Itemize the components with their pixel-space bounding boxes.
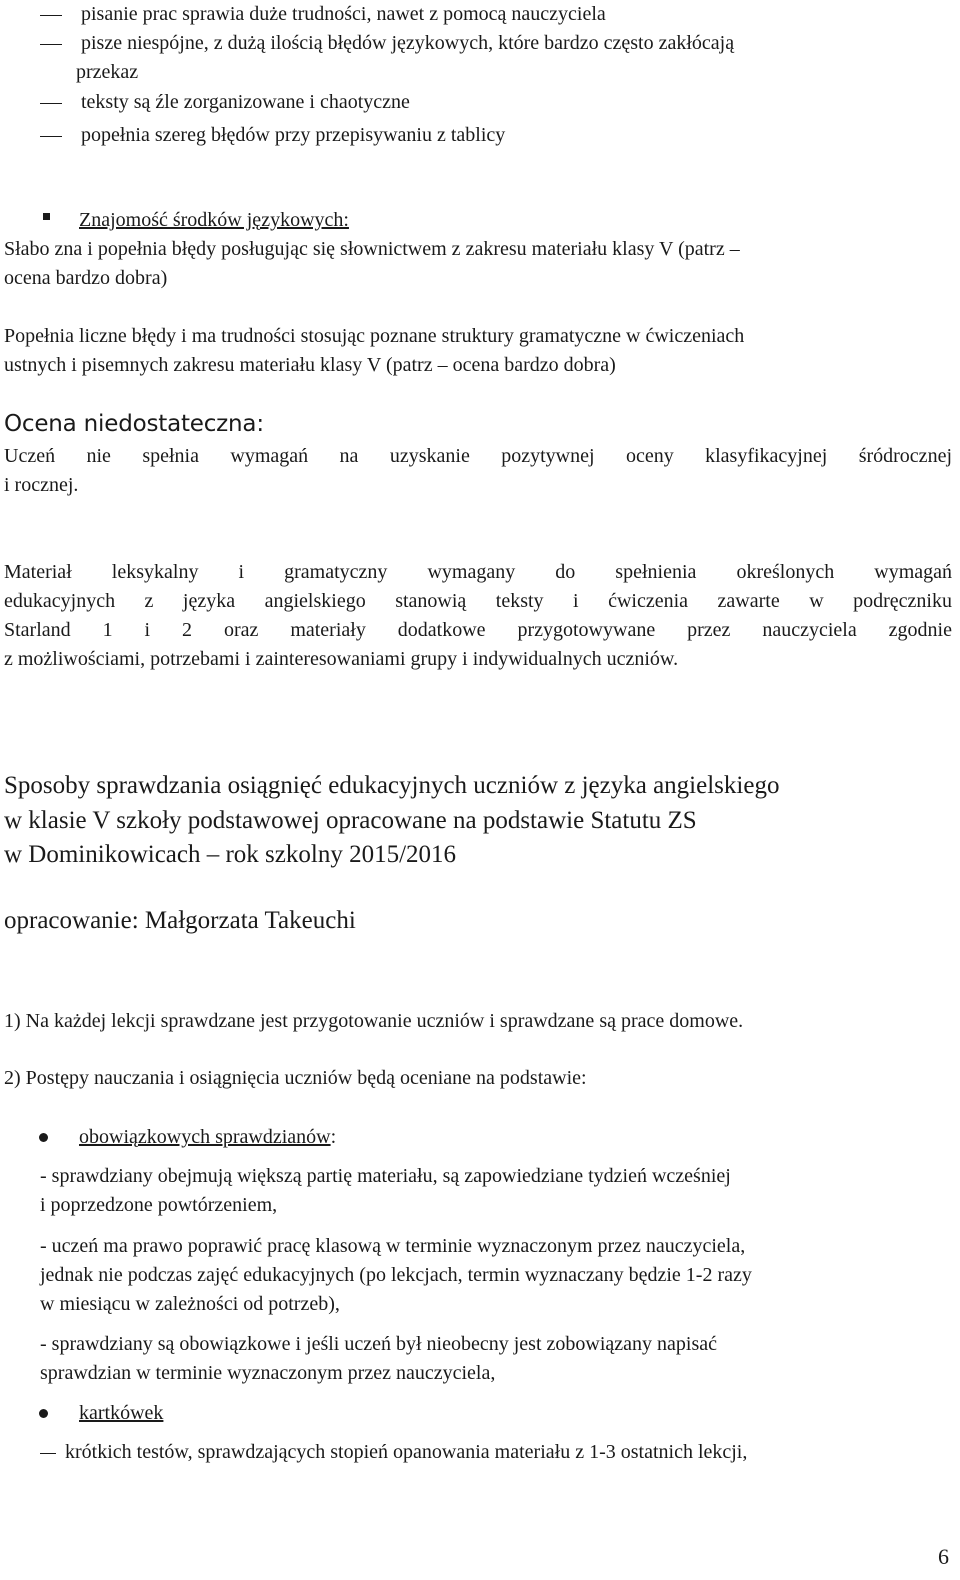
square-bullet-icon: [43, 213, 50, 220]
bullet-item: kartkówek: [79, 1402, 164, 1424]
list-item: pisanie prac sprawia duże trudności, nawet z pomocą nauczyciela: [40, 3, 606, 25]
list-item: krótkich testów, sprawdzających stopień opanowania materiału z 1-3 ostatnich lekcji,: [40, 1441, 747, 1463]
list-item: teksty są źle zorganizowane i chaotyczne: [40, 91, 410, 113]
paragraph-line: - sprawdziany obejmują większą partię materiału, są zapowiedziane tydzień wcześniej: [40, 1165, 731, 1187]
list-item-continuation: przekaz: [76, 61, 139, 83]
paragraph-line: Starland 1 i 2 oraz materiały dodatkowe przygotowywane przez nauczyciela zgodnie: [4, 619, 952, 641]
paragraph-line: w miesiącu w zależności od potrzeb),: [40, 1293, 340, 1315]
page-number: 6: [938, 1544, 949, 1569]
paragraph-line: Słabo zna i popełnia błędy posługując się słownictwem z zakresu materiału klasy V (patrz –: [4, 238, 740, 260]
bullet-item: obowiązkowych sprawdzianów:: [79, 1126, 337, 1148]
round-bullet-icon: [39, 1133, 48, 1142]
paragraph-line: - sprawdziany są obowiązkowe i jeśli uczeń był nieobecny jest zobowiązany napisać: [40, 1333, 717, 1355]
section-heading: Znajomość środków językowych:: [79, 209, 349, 231]
document-title-line: w klasie V szkoły podstawowej opracowane na podstawie Statutu ZS: [4, 807, 697, 834]
dash-icon: [40, 103, 62, 104]
paragraph-line: jednak nie podczas zajęć edukacyjnych (po lekcjach, termin wyznaczany będzie 1-2 razy: [40, 1264, 752, 1286]
list-item: popełnia szereg błędów przy przepisywaniu z tablicy: [40, 124, 505, 146]
paragraph-line: ocena bardzo dobra): [4, 267, 168, 289]
paragraph-line: ustnych i pisemnych zakresu materiału klasy V (patrz – ocena bardzo dobra): [4, 354, 616, 376]
document-title-line: w Dominikowicach – rok szkolny 2015/2016: [4, 841, 457, 868]
paragraph-line: i rocznej.: [4, 474, 79, 496]
round-bullet-icon: [39, 1409, 48, 1418]
dash-icon: [40, 44, 62, 45]
rule-item: 2) Postępy nauczania i osiągnięcia uczniów będą oceniane na podstawie:: [4, 1067, 587, 1089]
paragraph-line: Popełnia liczne błędy i ma trudności stosując poznane struktury gramatyczne w ćwiczeniach: [4, 325, 745, 347]
paragraph-line: Uczeń nie spełnia wymagań na uzyskanie pozytywnej oceny klasyfikacyjnej śródrocznej: [4, 445, 952, 467]
document-title-line: Sposoby sprawdzania osiągnięć edukacyjnych uczniów z języka angielskiego: [4, 772, 780, 799]
dash-icon: [40, 136, 62, 137]
rule-item: 1) Na każdej lekcji sprawdzane jest przygotowanie uczniów i sprawdzane są prace domowe.: [4, 1010, 744, 1032]
document-author: opracowanie: Małgorzata Takeuchi: [4, 907, 356, 934]
dash-icon: [40, 1453, 56, 1454]
paragraph-line: sprawdzian w terminie wyznaczonym przez nauczyciela,: [40, 1362, 496, 1384]
dash-icon: [40, 15, 62, 16]
paragraph-line: Materiał leksykalny i gramatyczny wymagany do spełnienia określonych wymagań: [4, 561, 952, 583]
grade-heading: Ocena niedostateczna:: [4, 411, 264, 437]
list-item: pisze niespójne, z dużą ilością błędów językowych, które bardzo często zakłócają: [40, 32, 734, 54]
paragraph-line: - uczeń ma prawo poprawić pracę klasową w terminie wyznaczonym przez nauczyciela,: [40, 1235, 746, 1257]
paragraph-line: i poprzedzone powtórzeniem,: [40, 1194, 278, 1216]
paragraph-line: edukacyjnych z języka angielskiego stanowią teksty i ćwiczenia zawarte w podręczniku: [4, 590, 952, 612]
paragraph-line: z możliwościami, potrzebami i zainteresowaniami grupy i indywidualnych uczniów.: [4, 648, 679, 670]
